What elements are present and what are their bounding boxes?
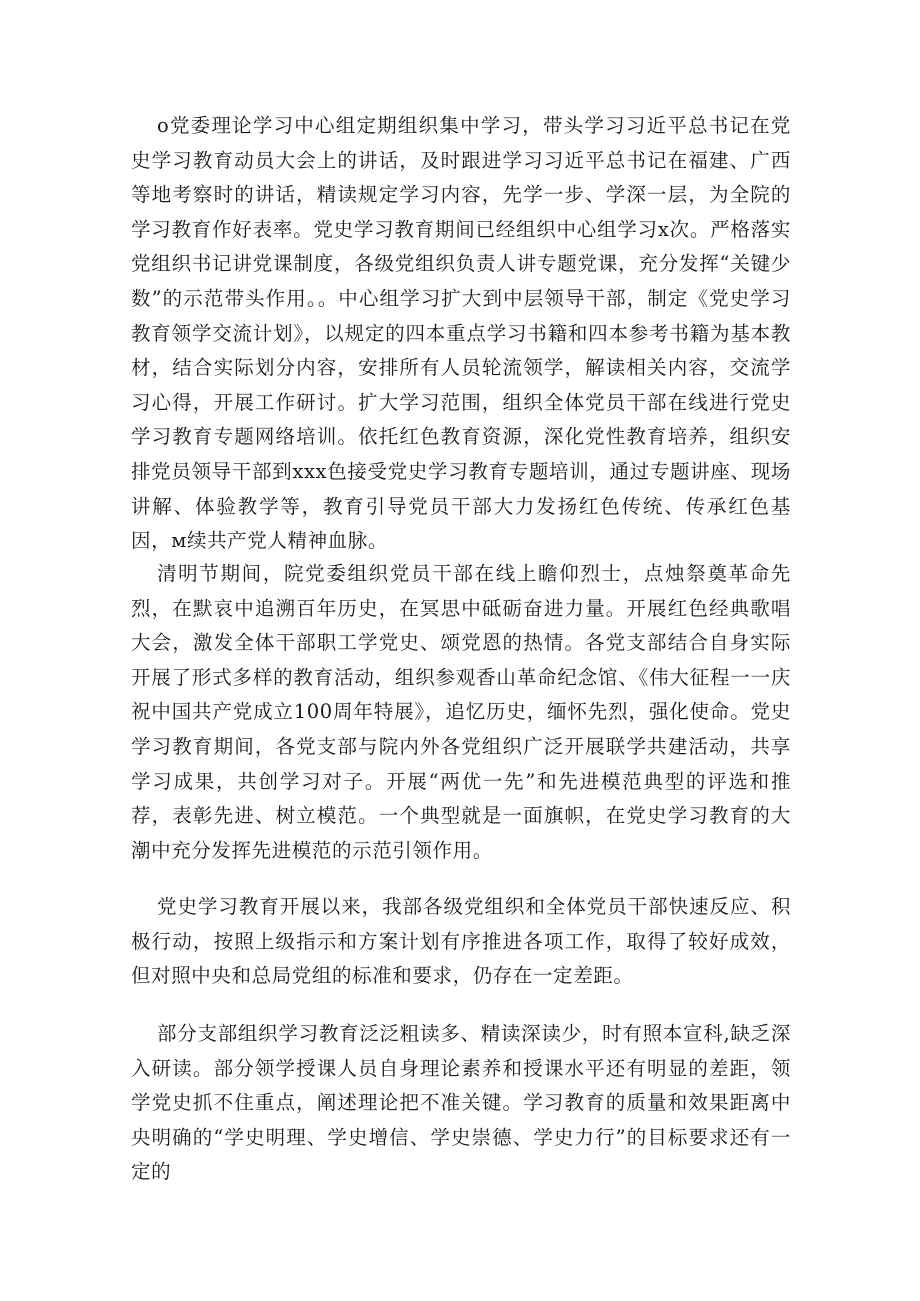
paragraph-progress-summary: 党史学习教育开展以来，我部各级党组织和全体党员干部快速反应、积极行动，按照上级指示和方案计划有序推进各项工作，取得了较好成效，但对照中央和总局党组的标准和要求，仍存在一定差距。 xyxy=(131,895,791,988)
paragraph-shortcomings: 部分支部组织学习教育泛泛粗读多、精读深读少，时有照本宣科,缺乏深入研读。部分领学授课人员自身理论素养和授课水平还有明显的差距，领学党史抓不住重点，阐述理论把不准关键。学习教育的质量和效果距离中央明确的“学史明理、学史增信、学史崇德、学史力行”的目标要求还有一定的 xyxy=(131,1022,791,1184)
paragraph-qingming-activities: 清明节期间，院党委组织党员干部在线上瞻仰烈士，点烛祭奠革命先烈，在默哀中追溯百年历史，在冥思中砥砺奋进力量。开展红色经典歌唱大会，激发全体干部职工学党史、颂党恩的热情。各党支部结合自身实际开展了形式多样的教育活动，组织参观香山革命纪念馆、《伟大征程一一庆祝中国共产党成立100周年特展》，追忆历史，缅怀先烈，强化使命。党史学习教育期间，各党支部与院内外各党组织广泛开展联学共建活动，共享学习成果，共创学习对子。开展“两优一先”和先进模范典型的评选和推荐，表彰先进、树立模范。一个典型就是一面旗帜，在党史学习教育的大潮中充分发挥先进模范的示范引领作用。 xyxy=(131,562,791,862)
paragraph-study-group: o党委理论学习中心组定期组织集中学习，带头学习习近平总书记在党史学习教育动员大会上的讲话，及时跟进学习习近平总书记在福建、广西等地考察时的讲话，精读规定学习内容，先学一步、学深一层，为全院的学习教育作好表率。党史学习教育期间已经组织中心组学习x次。严格落实党组织书记讲党课制度，各级党组织负责人讲专题党课，充分发挥“关键少数”的示范带头作用。。中心组学习扩大到中层领导干部，制定《党史学习教育领学交流计划》，以规定的四本重点学习书籍和四本参考书籍为基本教材，结合实际划分内容，安排所有人员轮流领学，解读相关内容，交流学习心得，开展工作研讨。扩大学习范围，组织全体党员干部在线进行党史学习教育专题网络培训。依托红色教育资源，深化党性教育培养，组织安排党员领导干部到xxx色接受党史学习教育专题培训，通过专题讲座、现场讲解、体验教学等，教育引导党员干部大力发扬红色传统、传承红色基因，м续共产党人精神血脉。 xyxy=(131,114,791,553)
